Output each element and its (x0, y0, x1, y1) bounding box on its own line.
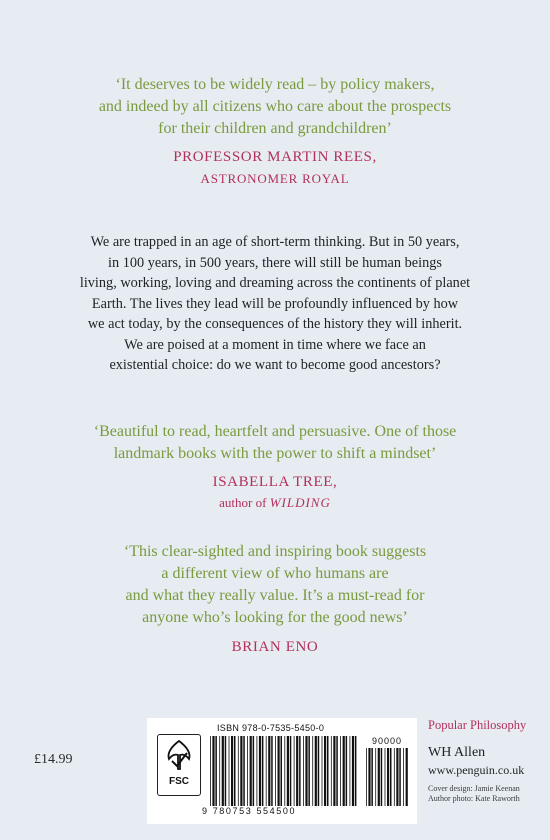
book-title: WILDING (269, 495, 331, 510)
barcode-bar (331, 736, 332, 806)
barcode-bar (350, 736, 351, 806)
fsc-logo (157, 734, 201, 796)
barcode-bar (271, 736, 273, 806)
barcode-bar (253, 736, 255, 806)
barcode-bar (240, 736, 242, 806)
barcode-bar (281, 736, 283, 806)
barcode-bar (403, 748, 404, 806)
attribution-name: PROFESSOR MARTIN REES, (173, 149, 377, 165)
fsc-label: FSC (169, 776, 189, 787)
barcode-bar (215, 736, 217, 806)
barcode-bar (299, 736, 301, 806)
publisher-website: www.penguin.co.uk (428, 763, 525, 777)
quote-line: and indeed by all citizens who care about the prospects (98, 98, 452, 115)
barcode-bar (278, 736, 280, 806)
barcode-bar (243, 736, 245, 806)
credit-photo: Author photo: Kate Raworth (428, 794, 520, 803)
barcode-bar (234, 736, 236, 806)
barcode-bar (333, 736, 335, 806)
author-of-label: author of (219, 495, 267, 510)
barcode-bar (266, 736, 267, 806)
quote-line: ‘Beautiful to read, heartfelt and persuasive. One of those (93, 423, 457, 440)
ean-barcode (209, 736, 359, 806)
quote-line: a different view of who humans are (161, 565, 389, 582)
barcode-bar (368, 748, 370, 806)
publisher-info (428, 718, 548, 804)
ean-number: 9 780753 554500 (202, 806, 297, 816)
quote-line: ‘This clear-sighted and inspiring book suggests (123, 543, 427, 560)
barcode-bar (268, 736, 270, 806)
blurb-line: Earth. The lives they lead will be profoundly influenced by how (91, 295, 459, 312)
blurb-line: living, working, loving and dreaming across the continents of planet (79, 275, 471, 291)
book-blurb (0, 232, 550, 376)
blurb-line: in 100 years, in 500 years, there will still be human beings (108, 254, 442, 271)
barcode-bar (294, 736, 295, 806)
barcode-bar (275, 736, 276, 806)
addon-number: 90000 (371, 736, 403, 746)
addon-barcode (365, 748, 409, 806)
barcode-bar (394, 748, 395, 806)
barcode-bar (327, 736, 329, 806)
credit-design: Cover design: Jamie Keenan (428, 784, 520, 793)
quote-line: ‘It deserves to be widely read – by policy makers, (115, 76, 435, 93)
barcode-bar (406, 748, 408, 806)
barcode-bar (375, 748, 376, 806)
barcode-bar (229, 736, 230, 806)
attribution-title (0, 495, 550, 511)
barcode-bar (308, 736, 310, 806)
barcode-bar (399, 748, 401, 806)
barcode-bar (303, 736, 304, 806)
barcode-bar (371, 748, 373, 806)
quote-line: anyone who’s looking for the good news’ (142, 609, 408, 626)
barcode-bar (312, 736, 313, 806)
barcode-bar (284, 736, 285, 806)
barcode-bar (318, 736, 320, 806)
barcode-bar (305, 736, 307, 806)
cover-credit (428, 784, 548, 804)
blurb-line: We are trapped in an age of short-term thinking. But in 50 years, (90, 234, 460, 250)
barcode-bar (287, 736, 289, 806)
quote-line: landmark books with the power to shift a mindset’ (113, 445, 437, 462)
isbn-label: ISBN 978-0-7535-5450-0 (217, 723, 325, 733)
barcode-bar (247, 736, 248, 806)
barcode-bar (336, 736, 338, 806)
quote-tree (0, 421, 550, 465)
attribution-title: ASTRONOMER ROYAL (200, 171, 350, 186)
barcode-bar (340, 736, 341, 806)
barcode-bar (210, 736, 211, 806)
barcode-bar (262, 736, 264, 806)
barcode-bar (212, 736, 214, 806)
quote-line: and what they really value. It’s a must-read for (125, 587, 425, 604)
barcode-bar (352, 736, 354, 806)
publisher-name: WH Allen (428, 745, 486, 760)
barcode-bar (324, 736, 326, 806)
barcode-bar (290, 736, 292, 806)
barcode-bar (396, 748, 398, 806)
barcode-bar (259, 736, 261, 806)
barcode-bar (355, 736, 357, 806)
barcode-bar (346, 736, 348, 806)
barcode-bar (231, 736, 233, 806)
quote-eno (0, 541, 550, 629)
barcode-bar (238, 736, 239, 806)
barcode-bar (222, 736, 224, 806)
barcode-bar (322, 736, 323, 806)
barcode-bar (366, 748, 367, 806)
barcode-bar (225, 736, 227, 806)
barcode-bar (385, 748, 386, 806)
tree-checkmark-icon (163, 739, 195, 773)
blurb-line: existential choice: do we want to become good ancestors? (109, 357, 441, 373)
category-label: Popular Philosophy (428, 718, 527, 732)
barcode-bar (378, 748, 380, 806)
barcode-bar (296, 736, 298, 806)
barcode-bar (387, 748, 389, 806)
barcode-bar (315, 736, 317, 806)
blurb-line: we act today, by the consequences of the history they will inherit. (87, 316, 463, 332)
attribution-name: BRIAN ENO (231, 639, 319, 655)
barcode-bar (257, 736, 258, 806)
barcode-panel (147, 718, 417, 824)
barcode-bar (390, 748, 392, 806)
quote-line: for their children and grandchildren’ (158, 120, 392, 137)
price-label: £14.99 (34, 752, 73, 767)
barcode-bar (219, 736, 220, 806)
barcode-bar (250, 736, 252, 806)
barcode-bar (343, 736, 345, 806)
barcode-bar (381, 748, 383, 806)
attribution-name: ISABELLA TREE, (212, 474, 338, 490)
quote-rees (0, 74, 550, 140)
blurb-line: We are poised at a moment in time where we face an (124, 336, 426, 353)
